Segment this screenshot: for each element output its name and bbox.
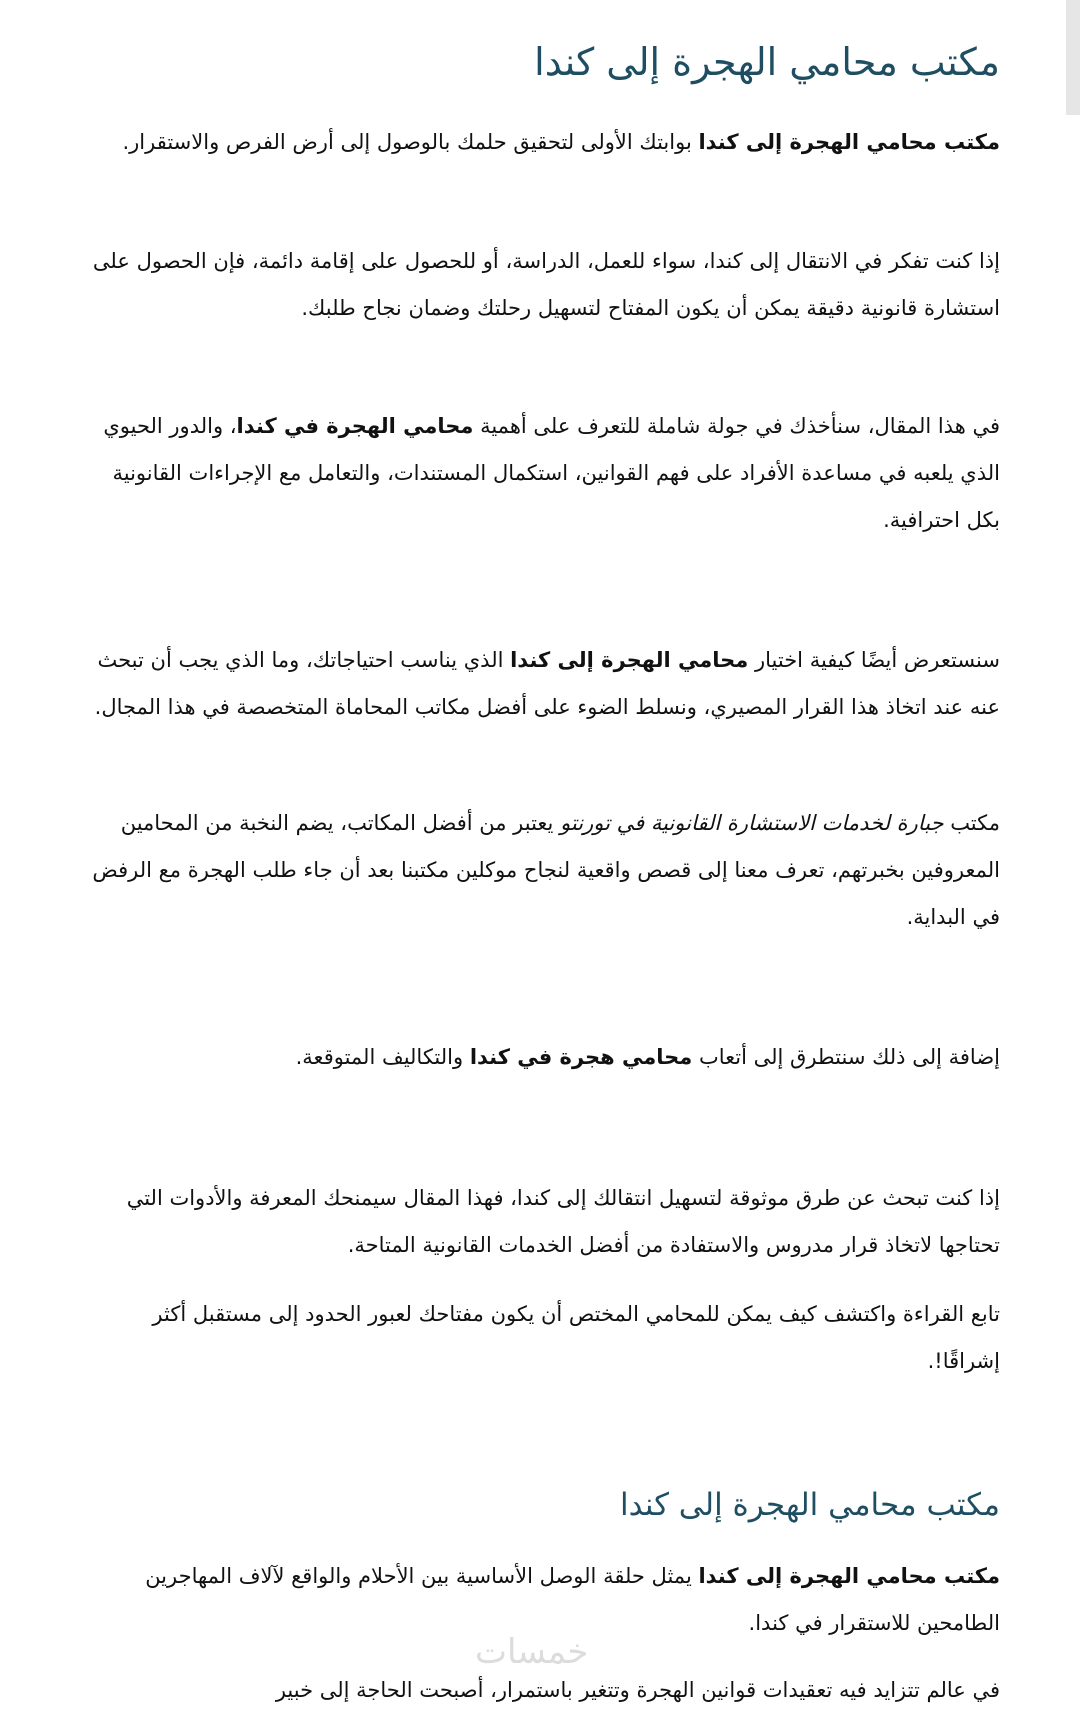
khamsat-watermark: خمسات xyxy=(475,1632,589,1672)
paragraph-text: سنستعرض أيضًا كيفية اختيار xyxy=(748,648,1000,672)
paragraph xyxy=(80,637,1000,731)
intro-paragraph xyxy=(80,119,1000,166)
bold-text: محامي الهجرة في كندا xyxy=(236,414,474,438)
paragraph xyxy=(80,1034,1000,1081)
scrollbar[interactable] xyxy=(1066,0,1080,115)
paragraph xyxy=(80,800,1000,941)
paragraph-text: يمثل حلقة الوصل الأساسية بين الأحلام والواقع لآلاف المهاجرين الطامحين للاستقرار في كندا. xyxy=(145,1564,1000,1635)
paragraph-text: ، والدور الحيوي الذي يلعبه في مساعدة الأفراد على فهم القوانين، استكمال المستندات، والتعامل مع الإجراءات القانونية بكل احترافية. xyxy=(103,414,1000,532)
bold-text: مكتب محامي الهجرة إلى كندا xyxy=(698,130,1000,154)
paragraph-text: يعتبر من أفضل المكاتب، يضم النخبة من المحامين المعروفين بخبرتهم، تعرف معنا إلى قصص واقعية لنجاح موكلين مكتبنا بعد أن جاء طلب الهجرة مع الرفض في البداية. xyxy=(92,811,1000,929)
bold-text: مكتب محامي الهجرة إلى كندا xyxy=(698,1564,1000,1588)
paragraph: تابع القراءة واكتشف كيف يمكن للمحامي المختص أن يكون مفتاحك لعبور الحدود إلى مستقبل أكثر إشراقًا!. xyxy=(152,1302,1000,1373)
paragraph-text: بوابتك الأولى لتحقيق حلمك بالوصول إلى أرض الفرص والاستقرار. xyxy=(122,130,699,154)
bold-text: محامي هجرة في كندا xyxy=(469,1045,693,1069)
paragraph-text: والتكاليف المتوقعة. xyxy=(295,1045,470,1069)
paragraph: إذا كنت تفكر في الانتقال إلى كندا، سواء للعمل، الدراسة، أو للحصول على إقامة دائمة، فإن الحصول على استشارة قانونية دقيقة يمكن أن يكون المفتاح لتسهيل رحلتك وضمان نجاح طلبك. xyxy=(92,249,1000,320)
paragraph-text: في هذا المقال، سنأخذك في جولة شاملة للتعرف على أهمية xyxy=(473,414,1000,438)
paragraph-text: الذي يناسب احتياجاتك، وما الذي يجب أن تبحث عنه عند اتخاذ هذا القرار المصيري، ونسلط الضوء على أفضل مكاتب المحاماة المتخصصة في هذا المجال. xyxy=(94,648,1000,719)
bold-text: محامي الهجرة إلى كندا xyxy=(510,648,749,672)
paragraph xyxy=(80,403,1000,544)
paragraph-text: إضافة إلى ذلك سنتطرق إلى أتعاب xyxy=(692,1045,1000,1069)
page-title: مكتب محامي الهجرة إلى كندا xyxy=(534,40,1000,84)
paragraph: في عالم تتزايد فيه تعقيدات قوانين الهجرة وتتغير باستمرار، أصبحت الحاجة إلى خبير xyxy=(275,1678,1000,1702)
paragraph-text: مكتب xyxy=(943,811,1000,835)
section-heading: مكتب محامي الهجرة إلى كندا xyxy=(619,1487,1000,1523)
italic-text: جبارة لخدمات الاستشارة القانونية في تورنتو xyxy=(560,811,944,835)
paragraph: إذا كنت تبحث عن طرق موثوقة لتسهيل انتقالك إلى كندا، فهذا المقال سيمنحك المعرفة والأدوات التي تحتاجها لاتخاذ قرار مدروس والاستفادة من أفضل الخدمات القانونية المتاحة. xyxy=(126,1186,1000,1257)
